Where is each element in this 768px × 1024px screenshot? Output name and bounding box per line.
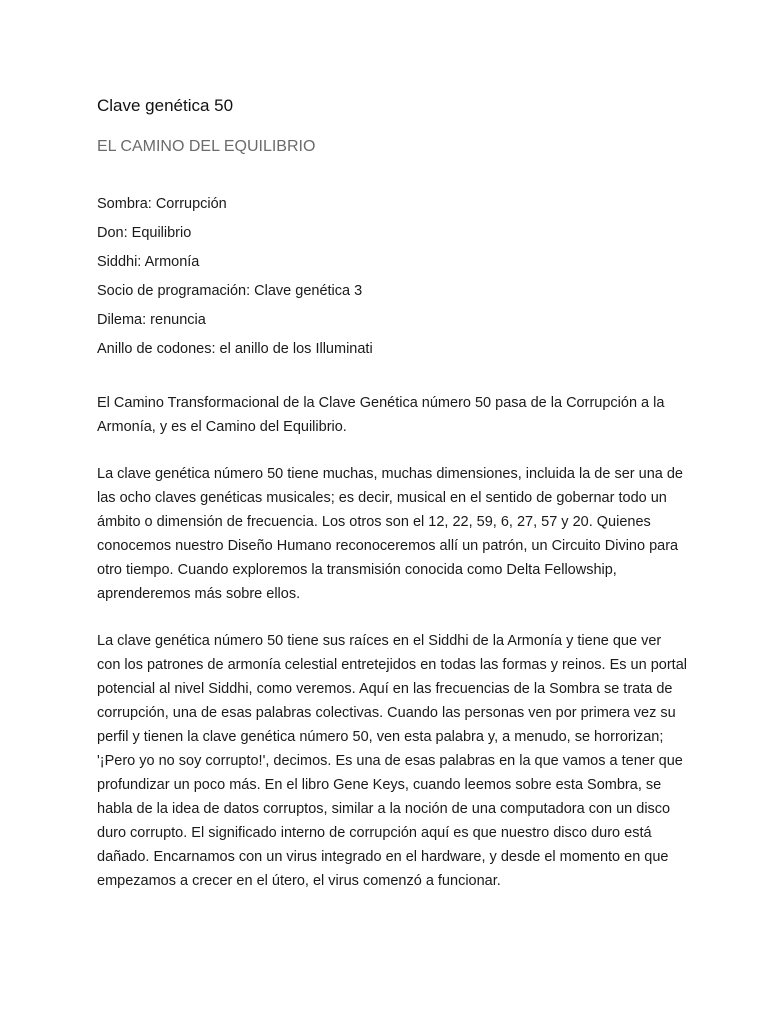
attribute-list — [97, 190, 687, 364]
paragraph-intro: El Camino Transformacional de la Clave Genética número 50 pasa de la Corrupción a la Armonía, y es el Camino del Equilibrio. — [97, 395, 665, 435]
document-title: Clave genética 50 — [97, 96, 234, 115]
paragraph-dimensions: La clave genética número 50 tiene muchas, muchas dimensiones, incluida la de ser una de las ocho claves genéticas musicales; es decir, musical en el sentido de gobernar todo un ámbito o dimensión de frecuencia. Los otros son el 12, 22, 59, 6, 27, 57 y 20. Quienes conocemos nuestro Diseño Humano reconoceremos allí un patrón, un Circuito Divino para otro tiempo. Cuando exploremos la transmisión conocida como Delta Fellowship, aprenderemos más sobre ellos. — [97, 466, 683, 602]
attribute-dilemma: Dilema: renuncia — [97, 312, 206, 328]
document-subtitle: EL CAMINO DEL EQUILIBRIO — [97, 138, 316, 155]
attribute-gift: Don: Equilibrio — [97, 225, 192, 241]
attribute-siddhi: Siddhi: Armonía — [97, 254, 200, 270]
paragraph-roots: La clave genética número 50 tiene sus raíces en el Siddhi de la Armonía y tiene que ver con los patrones de armonía celestial entretejidos en todas las formas y reinos. Es un portal potencial al nivel Siddhi, como veremos. Aquí en las frecuencias de la Sombra se trata de corrupción, una de esas palabras colectivas. Cuando las personas ven por primera vez su perfil y tienen la clave genética número 50, ven esta palabra y, a menudo, se horrorizan; '¡Pero yo no soy corrupto!', decimos. Es una de esas palabras en la que vamos a tener que profundizar un poco más. En el libro Gene Keys, cuando leemos sobre esta Sombra, se habla de la idea de datos corruptos, similar a la noción de una computadora con un disco duro corrupto. El significado interno de corrupción aquí es que nuestro disco duro está dañado. Encarnamos con un virus integrado en el hardware, y desde el momento en que empezamos a crecer en el útero, el virus comenzó a funcionar. — [97, 633, 687, 889]
attribute-codon-ring: Anillo de codones: el anillo de los Illuminati — [97, 341, 373, 357]
attribute-shadow: Sombra: Corrupción — [97, 196, 227, 212]
document-page — [97, 94, 687, 893]
attribute-programming-partner: Socio de programación: Clave genética 3 — [97, 283, 363, 299]
